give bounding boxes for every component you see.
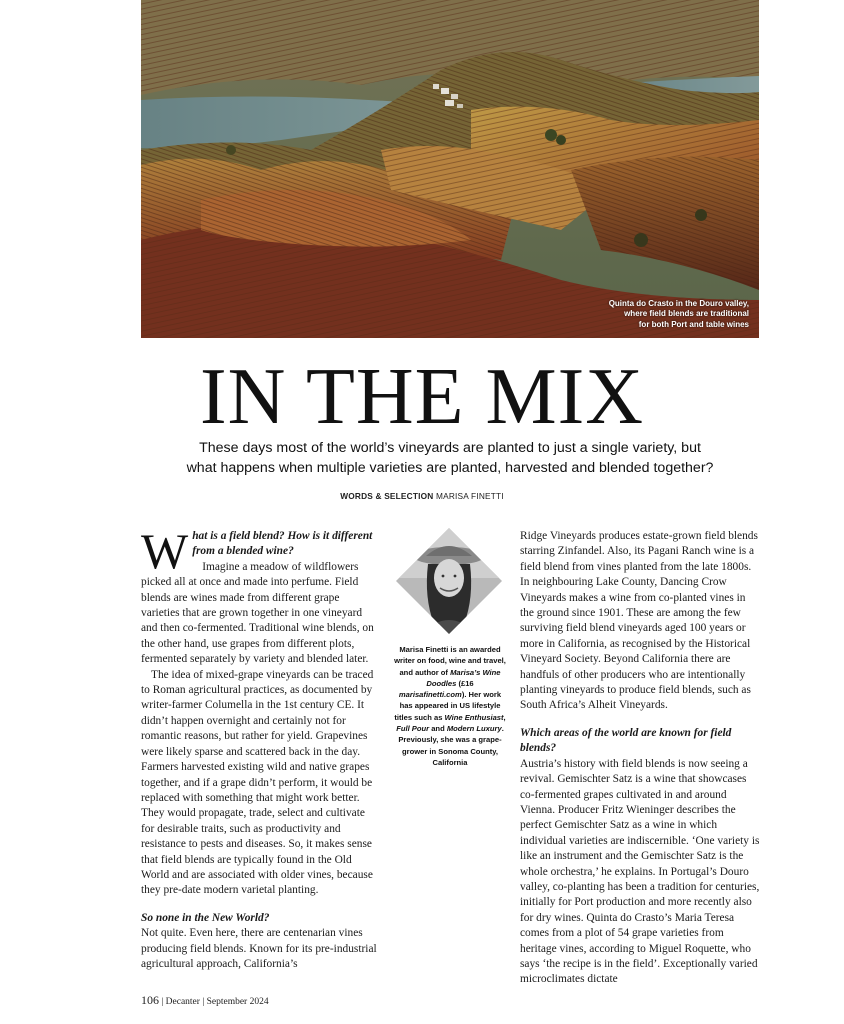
question-new-world: So none in the New World? — [141, 911, 270, 924]
article-standfirst — [150, 438, 750, 478]
body-column-right — [520, 529, 760, 988]
author-portrait-avatar — [396, 528, 502, 634]
hero-photo-douro-valley — [141, 0, 759, 338]
paragraph-ridge-vineyards: Ridge Vineyards produces estate-grown field blends starring Zinfandel. Also, its Pagani Ranch wine is a field blend from vines planted from the late 1800s. In neighbouring Lake County, Dancing Crow Vineyards makes a wine from co-planted vines in the ground since 1901. These are among the few surviving field blend vineyards aged 100 years or more in California, as recognised by the Historical Vineyard Society. Beyond California there are handfuls of other producers who are intentionally planting vineyards to produce field blends, such as South Africa’s Alheit Vineyards. — [520, 530, 758, 712]
magazine-name: Decanter — [165, 997, 200, 1007]
byline-label: WORDS & SELECTION — [340, 491, 434, 501]
article-headline: IN THE MIX — [199, 353, 645, 441]
vineyard-landscape-illustration — [141, 0, 759, 338]
page-folio: 106 | Decanter | September 2024 — [141, 993, 269, 1007]
bio-text-6: . Previously, she was a grape-grower in Sonoma County, California — [398, 724, 504, 767]
byline-author: MARISA FINETTI — [436, 491, 504, 501]
bio-text-2: (£16 — [456, 678, 474, 688]
paragraph-meadow: Imagine a meadow of wildflowers picked all at once and made into perfume. Field blends are wines made from different grape varieties that are grown together in one vineyard and then co-fermented. Traditional wine blends, on the other hand, use grapes from different plots, fermented separately by variety and blended later. — [141, 560, 374, 666]
bio-text-3: ). Her work has appeared in US lifestyle titles such as — [394, 690, 502, 722]
opening-question — [141, 523, 377, 579]
article-byline — [0, 491, 844, 501]
question-areas-of-world: Which areas of the world are known for field blends? — [520, 726, 732, 755]
hero-photo-caption — [529, 299, 749, 331]
issue-date: September 2024 — [206, 997, 269, 1007]
page-number: 106 — [141, 993, 159, 1007]
bio-magazine-1: Wine Enthusiast — [444, 712, 504, 722]
body-column-left — [141, 523, 377, 972]
paragraph-roman-history: The idea of mixed-grape vineyards can be traced to Roman agricultural practices, as documented by writer-farmer Columella in the 1st century CE. It didn’t happen overnight and certainly not for romantic reasons, but rather for yield. Grapevines were likely sparse and scattered back in the day. Farmers harvested existing wild and native grapes together, and if a grape didn’t perform, it would be replaced with something that might work better. They would propagate, trade, select and cultivate for desirable traits, such as productivity and resistance to pests and diseases. So, it makes sense that field blends are typically found in the Old World and are associated with older vines, because they pre-date modern varietal planting. — [141, 668, 374, 897]
bio-book-title: Marisa’s Wine Doodles — [426, 667, 501, 688]
caption-line-1: Quinta do Crasto in the Douro valley, — [608, 298, 749, 308]
bio-text-5: and — [429, 724, 447, 734]
paragraph-centenarian-vines: Not quite. Even here, there are centenarian vines producing field blends. Known for its pre-industrial agricultural approach, California’s — [141, 927, 377, 970]
drop-cap: W — [141, 523, 189, 579]
standfirst-line-1: These days most of the world’s vineyards are planted to just a single variety, but — [199, 440, 701, 456]
bio-text-1: Marisa Finetti is an awarded writer on food, wine and travel, and author of — [394, 645, 506, 677]
bio-website: marisafinetti.com — [398, 690, 462, 700]
paragraph-austria-portugal: Austria’s history with field blends is now seeing a revival. Gemischter Satz is a wine that showcases co-fermented grapes cultivated in and around Vienna. Producer Fritz Wieninger describes the perfect Gemischter Satz as a wine in which individual varieties are indiscernible. ‘One variety is like an instrument and the Gemischter Satz is the whole orchestra,’ he explains. In Portugal’s Douro valley, co-planting has been a tradition for centuries, initially for Port production and more recently also for dry wines. Quinta do Crasto’s Maria Teresa comes from a plot of 54 grape varieties from heritage vines, according to Miguel Roquette, who says ‘the recipe is in the field’. Exceptionally varied microclimates dictate — [520, 757, 760, 986]
author-bio — [392, 644, 508, 768]
question-field-blend: hat is a field blend? How is it different from a blended wine? — [192, 530, 373, 558]
bio-magazine-2: Full Pour — [396, 724, 430, 734]
bio-text-4: , — [503, 712, 506, 722]
caption-line-2: where field blends are traditional — [624, 309, 749, 318]
caption-line-3: for both Port and table wines — [638, 319, 749, 329]
bio-magazine-3: Modern Luxury — [446, 724, 502, 734]
standfirst-line-2: what happens when multiple varieties are planted, harvested and blended together? — [186, 460, 714, 476]
